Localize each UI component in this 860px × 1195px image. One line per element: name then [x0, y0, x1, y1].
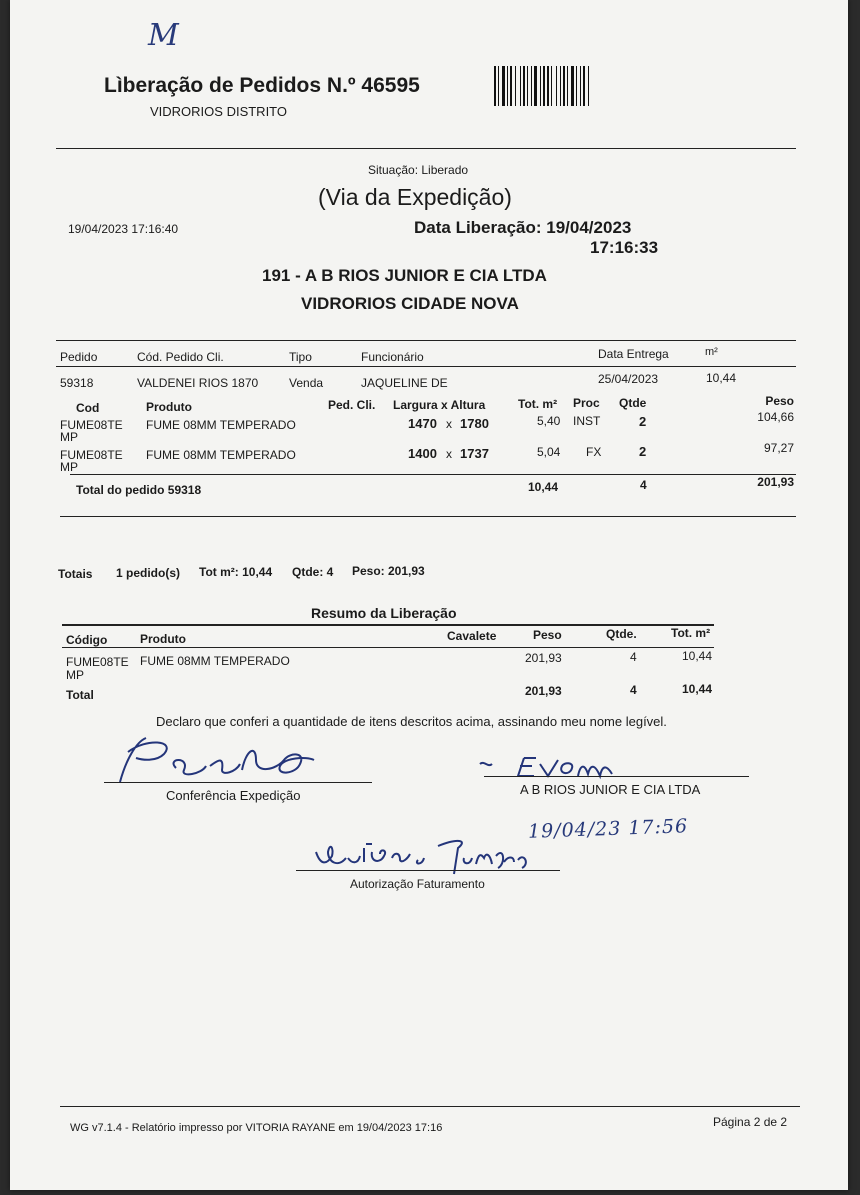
summary-col-cavalete: Cavalete [447, 629, 497, 643]
summary-peso: 201,93 [525, 651, 562, 665]
summary-total-tot-m2: 10,44 [681, 682, 712, 696]
conferencia-label: Conferência Expedição [166, 788, 301, 803]
item-col-largura-altura: Largura x Altura [393, 398, 486, 412]
header-divider [56, 148, 796, 149]
order-pedido: 59318 [60, 376, 94, 390]
summary-produto: FUME 08MM TEMPERADO [140, 654, 290, 668]
order-total-m2: 10,44 [528, 480, 559, 494]
order-data-entrega: 25/04/2023 [598, 372, 659, 386]
summary-col-codigo: Código [66, 633, 108, 647]
item-cod-suffix: MP [60, 430, 78, 444]
item-col-peso: Peso [765, 394, 794, 408]
totals-peso: Peso: 201,93 [352, 564, 425, 578]
handwritten-mark: M [148, 18, 179, 53]
client-branch: VIDRORIOS CIDADE NOVA [301, 294, 519, 313]
totals-m2: Tot m²: 10,44 [199, 565, 273, 579]
order-cod-pedido-cli: VALDENEI RIOS 1870 [137, 376, 259, 390]
declaration: Declaro que conferi a quantidade de itens descritos acima, assinando meu nome legível. [156, 714, 667, 729]
print-datetime: 19/04/2023 17:16:40 [68, 222, 179, 236]
summary-col-produto: Produto [140, 632, 186, 646]
summary-total-peso: 201,93 [525, 684, 562, 698]
summary-top-line [62, 624, 714, 626]
item-tot-m2: 5,04 [537, 445, 561, 459]
totals-qtde: Qtde: 4 [292, 565, 334, 579]
item-largura: 1400 [408, 446, 437, 461]
item-cod-suffix: MP [60, 460, 78, 474]
item-peso: 97,27 [763, 441, 794, 455]
item-proc: FX [586, 445, 602, 459]
conferencia-signature-icon [106, 730, 336, 790]
footer-line [60, 1106, 800, 1107]
item-peso: 104,66 [757, 410, 794, 424]
client-label: A B RIOS JUNIOR E CIA LTDA [520, 782, 701, 797]
item-col-cod: Cod [76, 401, 100, 415]
autorizacao-signature-icon [308, 834, 548, 880]
item-col-produto: Produto [146, 400, 192, 414]
order-top-line [56, 340, 796, 341]
item-proc: INST [573, 414, 601, 428]
item-cod: FUME08TE [60, 448, 123, 462]
col-data-entrega: Data Entrega [598, 347, 669, 361]
order-tipo: Venda [289, 376, 324, 390]
col-pedido: Pedido [60, 350, 98, 364]
item-col-proc: Proc [573, 396, 600, 410]
totals-label: Totais [58, 567, 93, 581]
client-line [484, 776, 749, 777]
summary-qtde: 4 [630, 650, 637, 664]
footer-printed-by: WG v7.1.4 - Relatório impresso por VITORIA RAYANE em 19/04/2023 17:16 [70, 1122, 443, 1134]
conferencia-line [104, 782, 372, 783]
item-col-ped-cli: Ped. Cli. [328, 398, 376, 412]
release-time: 17:16:33 [590, 238, 659, 257]
item-produto: FUME 08MM TEMPERADO [146, 418, 296, 432]
order-header-line [56, 366, 796, 367]
autorizacao-label: Autorização Faturamento [350, 877, 485, 891]
order-bottom-line [60, 516, 796, 517]
handwritten-date: 19/04/23 17:56 [527, 815, 689, 843]
item-qtde: 2 [639, 444, 647, 459]
order-total-label: Total do pedido 59318 [76, 483, 202, 497]
summary-col-tot-m2: Tot. m² [671, 626, 711, 640]
col-tipo: Tipo [289, 350, 312, 364]
order-m2: 10,44 [706, 371, 737, 385]
summary-codigo: FUME08TE [66, 655, 129, 669]
item-cod: FUME08TE [60, 418, 123, 432]
summary-tot-m2: 10,44 [681, 649, 712, 663]
summary-col-peso: Peso [533, 628, 562, 642]
col-funcionario: Funcionário [361, 350, 424, 364]
client-name: 191 - A B RIOS JUNIOR E CIA LTDA [262, 266, 547, 285]
client-signature-icon [474, 752, 654, 782]
order-total-qtde: 4 [640, 478, 647, 492]
items-total-line [70, 474, 796, 475]
release-date: Data Liberação: 19/04/2023 [414, 218, 632, 237]
summary-col-qtde: Qtde. [606, 627, 637, 641]
barcode-icon [494, 66, 626, 108]
item-tot-m2: 5,40 [537, 414, 561, 428]
summary-total-qtde: 4 [630, 683, 637, 697]
item-col-qtde: Qtde [619, 396, 647, 410]
footer-page-number: Página 2 de 2 [713, 1115, 788, 1129]
document-title: Lìberação de Pedidos N.º 46595 [104, 74, 420, 97]
item-x: x [446, 417, 452, 431]
item-x: x [446, 447, 452, 461]
item-produto: FUME 08MM TEMPERADO [146, 448, 296, 462]
item-qtde: 2 [639, 414, 647, 429]
item-altura: 1737 [460, 446, 489, 461]
item-col-tot-m2: Tot. m² [518, 397, 558, 411]
order-total-peso: 201,93 [757, 475, 794, 489]
summary-header-line [62, 647, 714, 648]
col-cod-pedido-cli: Cód. Pedido Cli. [137, 350, 224, 364]
summary-total-label: Total [66, 688, 94, 702]
item-altura: 1780 [460, 416, 489, 431]
company-name: VIDRORIOS DISTRITO [150, 104, 287, 119]
via-label: (Via da Expedição) [318, 184, 512, 210]
summary-title: Resumo da Liberação [311, 605, 457, 621]
situation: Situação: Liberado [368, 163, 469, 177]
summary-codigo-suffix: MP [66, 668, 84, 682]
order-funcionario: JAQUELINE DE [361, 376, 448, 390]
document-page [10, 0, 848, 1190]
col-m2: m² [705, 346, 718, 358]
item-largura: 1470 [408, 416, 437, 431]
autorizacao-line [296, 870, 560, 871]
totals-pedidos: 1 pedido(s) [116, 566, 181, 580]
